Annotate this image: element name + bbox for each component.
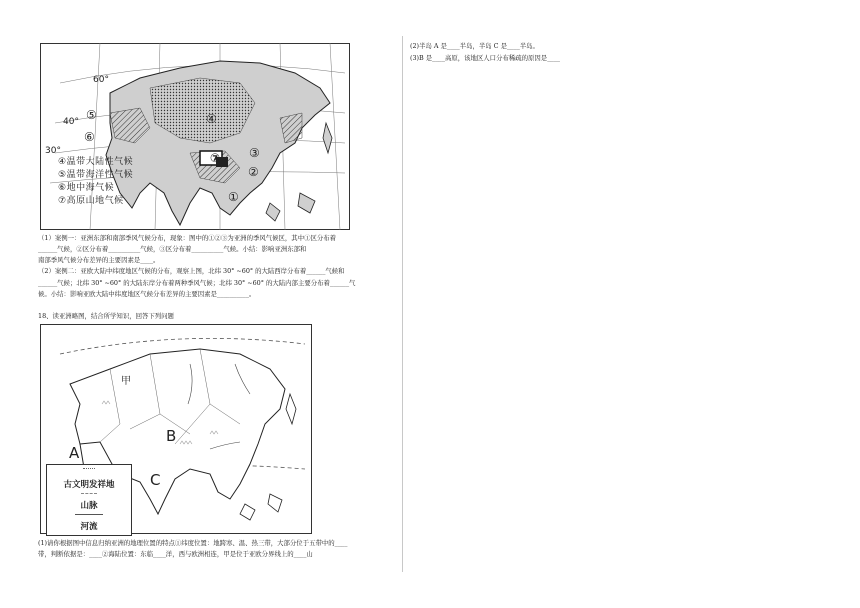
column-divider: [402, 36, 403, 572]
q17-line6: 候。小结：影响亚欧大陆中纬度地区气候分布差异的主要因素是__________。: [38, 290, 256, 298]
region-number-6: ⑥: [84, 130, 95, 144]
legend-temperate-maritime: ⑤温带海洋性气候: [58, 170, 134, 180]
q17-line3: 南部季风气候分布差异的主要因素是____。: [38, 256, 160, 264]
river-symbol: [75, 514, 103, 519]
legend-highland: ⑦高原山地气候: [58, 196, 124, 206]
region-number-4: ④: [206, 112, 217, 126]
label-c: C: [150, 471, 161, 489]
label-b: B: [166, 427, 177, 445]
region-number-7: ⑦: [210, 151, 221, 165]
q17-line1: （1）案例一：亚洲东部和南部季风气候分布，现象：图中的①②③为亚洲的季风气候区，其中①区分布着: [38, 234, 337, 242]
legend-river: 河流: [80, 522, 98, 532]
q18-line1: (1)请你根据图中信息归纳亚洲的地理位置的特点①纬度位置：地跨寒、温、热三带，大部分位于五带中的____: [38, 539, 348, 547]
region-number-1: ①: [228, 190, 239, 204]
q17-line4: （2）案例二：亚欧大陆中纬度地区气候的分布，观察上图，北纬 30° ~60° 的大陆西岸分布着______气候和: [38, 267, 345, 275]
q18-line2: 带，判断依据是：____②海陆位置：东临____洋，西与欧洲相连，甲是位于亚欧分界线上的____山: [38, 550, 313, 558]
q17-line5: ______气候；北纬 30° ~60° 的大陆东岸分布着两种季风气候；北纬 30° ~60° 的大陆内部主要分布着______气: [38, 279, 356, 287]
legend-temperate-continental: ④温带大陆性气候: [58, 157, 134, 167]
map-legend: [46, 464, 132, 536]
region-number-3: ③: [249, 146, 260, 160]
mountain-symbol: [81, 493, 97, 498]
legend-civilization: 古文明发祥地: [63, 480, 115, 490]
region-number-2: ②: [248, 165, 259, 179]
q18-heading: 18、读亚洲略图，结合所学知识，回答下列问题: [38, 312, 174, 320]
latitude-label-60: 60°: [93, 75, 109, 85]
label-jia: 甲: [121, 376, 131, 387]
climate-legend: [58, 156, 133, 208]
legend-mediterranean: ⑥地中海气候: [58, 183, 115, 193]
label-a: A: [69, 444, 80, 462]
latitude-label-30: 30°: [45, 146, 61, 156]
q17-sub2-text: (2)半岛 A 是____半岛，半岛 C 是____半岛。: [410, 42, 539, 50]
q17-line2: ______气候，②区分布着__________气候，③区分布着__________气候。小结：影响亚洲东部和: [38, 245, 307, 253]
civilization-symbol: [83, 468, 95, 475]
q17-sub3-text: (3)B 是____高原，该地区人口分布稀疏的原因是____: [410, 54, 560, 62]
region-number-5: ⑤: [86, 108, 97, 122]
latitude-label-40: 40°: [63, 117, 79, 127]
legend-mountain: 山脉: [80, 501, 98, 511]
